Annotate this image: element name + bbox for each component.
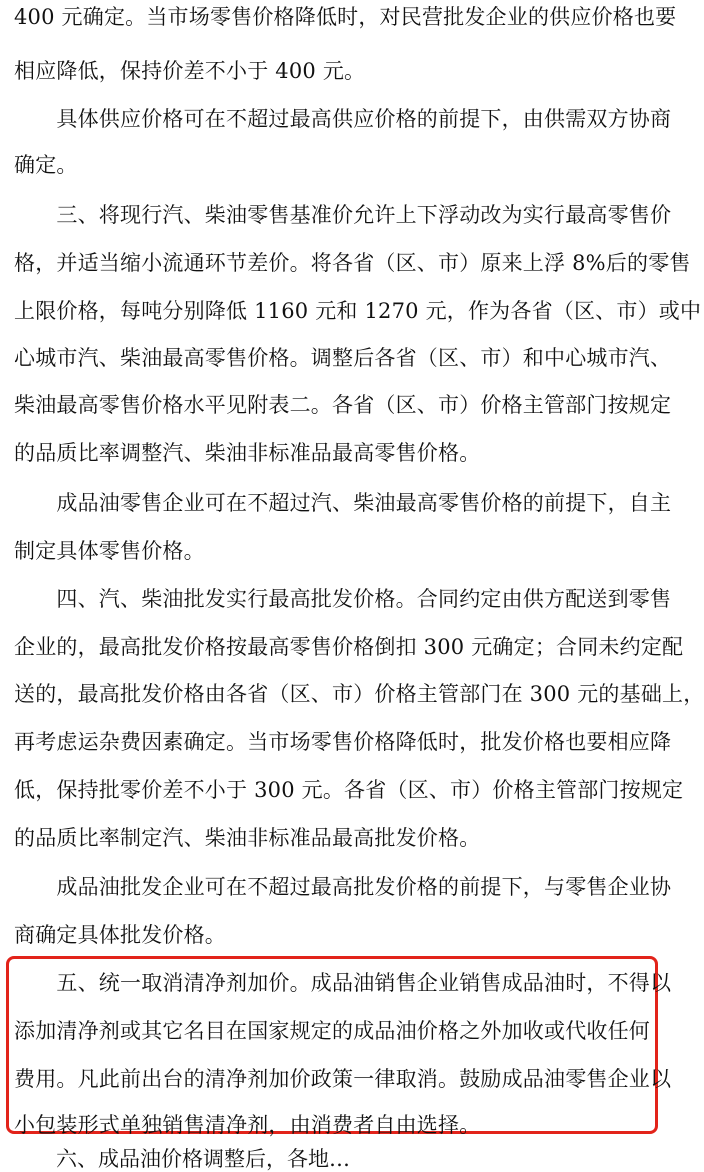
text-line: 上限价格，每吨分别降低 1160 元和 1270 元，作为各省（区、市）或中	[14, 299, 702, 323]
text-line: 低，保持批零价差不小于 300 元。各省（区、市）价格主管部门按规定	[14, 778, 684, 802]
text-line: 的品质比率制定汽、柴油非标准品最高批发价格。	[14, 826, 481, 850]
text-line: 格，并适当缩小流通环节差价。将各省（区、市）原来上浮 8%后的零售	[14, 251, 691, 275]
text-line: 送的，最高批发价格由各省（区、市）价格主管部门在 300 元的基础上，	[14, 682, 704, 706]
text-line: 四、汽、柴油批发实行最高批发价格。合同约定由供方配送到零售	[14, 587, 672, 611]
highlighted-text-line: 费用。凡此前出台的清净剂加价政策一律取消。鼓励成品油零售企业以	[14, 1067, 672, 1091]
text-line: 的品质比率调整汽、柴油非标准品最高零售价格。	[14, 441, 481, 465]
text-line: 心城市汽、柴油最高零售价格。调整后各省（区、市）和中心城市汽、	[14, 346, 672, 370]
text-line: 确定。	[14, 153, 78, 177]
text-line: 柴油最高零售价格水平见附表二。各省（区、市）价格主管部门按规定	[14, 393, 672, 417]
text-line: 相应降低，保持价差不小于 400 元。	[14, 59, 366, 83]
text-line: 企业的，最高批发价格按最高零售价格倒扣 300 元确定；合同未约定配	[14, 635, 684, 659]
text-line: 制定具体零售价格。	[14, 539, 205, 563]
cut-off-text-line: 六、成品油价格调整后，各地…	[14, 1147, 350, 1171]
text-line: 成品油零售企业可在不超过汽、柴油最高零售价格的前提下，自主	[14, 491, 672, 515]
text-line: 400 元确定。当市场零售价格降低时，对民营批发企业的供应价格也要	[14, 5, 677, 29]
text-line: 具体供应价格可在不超过最高供应价格的前提下，由供需双方协商	[14, 107, 672, 131]
highlighted-text-line: 小包装形式单独销售清净剂，由消费者自由选择。	[14, 1113, 481, 1137]
text-line: 成品油批发企业可在不超过最高批发价格的前提下，与零售企业协	[14, 875, 672, 899]
text-line: 三、将现行汽、柴油零售基准价允许上下浮动改为实行最高零售价	[14, 203, 672, 227]
text-line: 再考虑运杂费因素确定。当市场零售价格降低时，批发价格也要相应降	[14, 730, 672, 754]
text-line: 商确定具体批发价格。	[14, 923, 226, 947]
highlighted-text-line: 添加清净剂或其它名目在国家规定的成品油价格之外加收或代收任何	[14, 1019, 650, 1043]
highlighted-text-line: 五、统一取消清净剂加价。成品油销售企业销售成品油时，不得以	[14, 971, 672, 995]
